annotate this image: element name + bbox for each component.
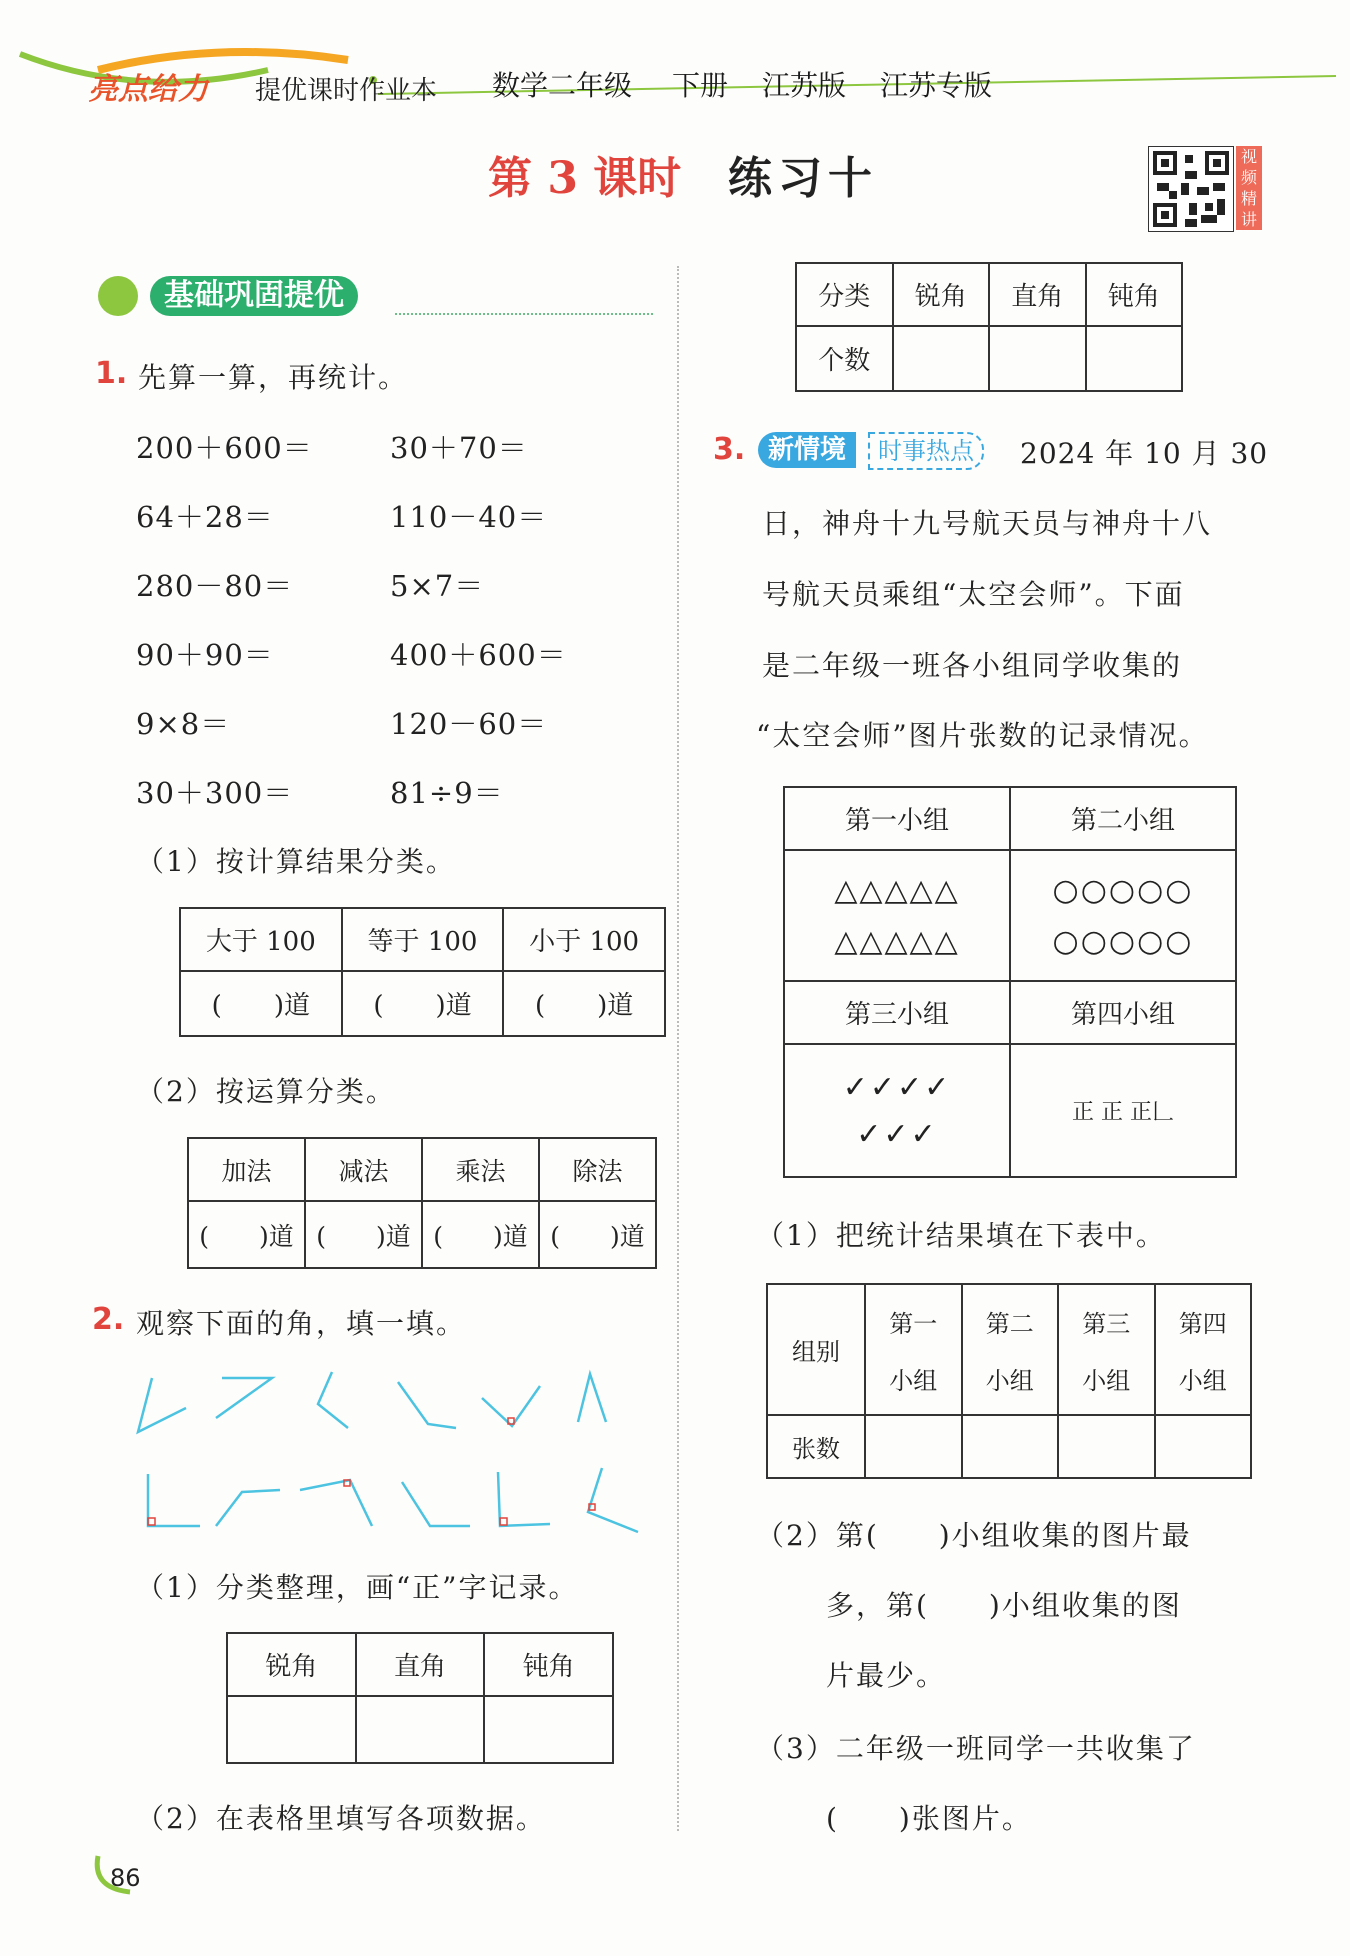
- q2-tally-table: [226, 1632, 614, 1764]
- right-angle: [482, 1386, 540, 1426]
- gear-icon: [98, 276, 138, 316]
- q3-text-line: 号航天员乘组“太空会师”。下面: [762, 578, 1185, 611]
- table-header: 直角: [989, 263, 1086, 326]
- q3-stat-table: [766, 1283, 1252, 1479]
- answer-cell[interactable]: ( )道: [422, 1201, 539, 1268]
- q3-text-line: 2024 年 10 月 30: [1020, 437, 1269, 470]
- page-number: 86: [110, 1864, 141, 1892]
- table-header: 减法: [305, 1138, 422, 1201]
- table-header: 钝角: [1086, 263, 1183, 326]
- qr-code-icon[interactable]: [1148, 146, 1234, 232]
- header-edition: 江苏版: [762, 69, 847, 102]
- q1-equation: 400＋600＝: [390, 638, 567, 672]
- answer-cell[interactable]: [1155, 1415, 1252, 1478]
- obtuse-angle: [300, 1480, 372, 1526]
- table-header: 小于 100: [503, 908, 665, 971]
- q1-equation: 200＋600＝: [136, 431, 313, 465]
- table-header: 加法: [188, 1138, 305, 1201]
- brand-logo: 亮点给力: [88, 72, 208, 107]
- q1-operation-table: [187, 1137, 657, 1269]
- group-label: 第一小组: [784, 787, 1010, 850]
- table-header: 第二 小组: [962, 1284, 1059, 1415]
- q1-equation: 5×7＝: [390, 569, 485, 603]
- q3-number: 3.: [713, 432, 746, 467]
- q1-number: 1.: [95, 356, 128, 391]
- obtuse-angle: [318, 1372, 348, 1428]
- group-label: 第四小组: [1010, 981, 1236, 1044]
- circle-tally: ○○○○○ ○○○○○: [1010, 850, 1236, 981]
- q2-sub2: （2）在表格里填写各项数据。: [136, 1802, 546, 1835]
- zheng-tally: 正 正 正𠃊: [1010, 1044, 1236, 1177]
- q2-prompt: 观察下面的角，填一填。: [136, 1307, 467, 1340]
- triangle-tally: △△△△△ △△△△△: [784, 850, 1010, 981]
- new-context-tag: 新情境: [758, 432, 856, 468]
- section-underline: [395, 313, 653, 315]
- acute-angle: [216, 1378, 272, 1418]
- table-row-label: 个数: [796, 326, 893, 391]
- header-grade: 数学二年级: [492, 69, 633, 102]
- table-header: 等于 100: [342, 908, 504, 971]
- answer-cell[interactable]: ( )道: [503, 971, 665, 1036]
- q3-sub2-line: 多，第( )小组收集的图: [826, 1589, 1182, 1622]
- q1-equation: 280－80＝: [136, 569, 294, 603]
- lesson-title: 练习十: [728, 153, 878, 204]
- table-header: 直角: [356, 1633, 485, 1696]
- q1-sub2: （2）按运算分类。: [136, 1075, 396, 1108]
- table-header: 锐角: [893, 263, 990, 326]
- group-label: 第二小组: [1010, 787, 1236, 850]
- answer-cell[interactable]: [989, 326, 1086, 391]
- obtuse-angle: [216, 1490, 280, 1526]
- answer-cell[interactable]: [893, 326, 990, 391]
- video-explain-label[interactable]: 视频精讲: [1236, 146, 1262, 230]
- acute-angle: [138, 1378, 186, 1432]
- table-header: 第三 小组: [1058, 1284, 1155, 1415]
- q1-equation: 9×8＝: [136, 707, 231, 741]
- answer-cell[interactable]: [484, 1696, 613, 1763]
- q2-count-table: [795, 262, 1183, 392]
- group-label: 第三小组: [784, 981, 1010, 1044]
- lesson-number: 第 3 课时: [488, 153, 682, 204]
- q3-text-line: 日，神舟十九号航天员与神舟十八: [762, 507, 1213, 540]
- answer-cell[interactable]: ( )道: [342, 971, 504, 1036]
- answer-cell[interactable]: [1086, 326, 1183, 391]
- table-header: 乘法: [422, 1138, 539, 1201]
- q1-equation: 90＋90＝: [136, 638, 274, 672]
- q3-record-table: [783, 786, 1237, 1178]
- right-angle: [588, 1468, 638, 1532]
- answer-cell[interactable]: ( )道: [188, 1201, 305, 1268]
- header-special-edition: 江苏专版: [880, 69, 993, 102]
- q1-result-table: [179, 907, 666, 1037]
- table-row-label: 分类: [796, 263, 893, 326]
- answer-cell[interactable]: [227, 1696, 356, 1763]
- q1-sub1: （1）按计算结果分类。: [136, 845, 456, 878]
- acute-angle: [398, 1382, 456, 1428]
- angle-figures: [130, 1364, 650, 1544]
- q1-equation: 81÷9＝: [390, 776, 504, 810]
- brand-subtitle: 提优课时作业本: [255, 76, 438, 106]
- q1-prompt: 先算一算，再统计。: [138, 361, 409, 394]
- q2-sub1: （1）分类整理，画“正”字记录。: [136, 1571, 579, 1604]
- answer-cell[interactable]: ( )道: [305, 1201, 422, 1268]
- right-angle: [148, 1474, 200, 1526]
- answer-cell[interactable]: ( )道: [539, 1201, 656, 1268]
- table-row-label: 组别: [767, 1284, 865, 1415]
- q3-sub2-line: （2）第( )小组收集的图片最: [756, 1519, 1192, 1552]
- table-header: 除法: [539, 1138, 656, 1201]
- answer-cell[interactable]: [356, 1696, 485, 1763]
- table-header: 钝角: [484, 1633, 613, 1696]
- q1-equation: 64＋28＝: [136, 500, 274, 534]
- q3-sub3-line: ( )张图片。: [826, 1802, 1032, 1835]
- acute-angle: [578, 1374, 606, 1422]
- check-tally: ✓✓✓✓ ✓✓✓: [784, 1044, 1010, 1177]
- table-header: 第一 小组: [865, 1284, 962, 1415]
- table-header: 大于 100: [180, 908, 342, 971]
- answer-cell[interactable]: [1058, 1415, 1155, 1478]
- column-divider: [677, 266, 679, 1831]
- q3-text-line: “太空会师”图片张数的记录情况。: [756, 719, 1209, 752]
- q1-equation: 120－60＝: [390, 707, 548, 741]
- table-row-label: 张数: [767, 1415, 865, 1478]
- header-volume: 下册: [672, 69, 729, 102]
- answer-cell[interactable]: ( )道: [180, 971, 342, 1036]
- q3-text-line: 是二年级一班各小组同学收集的: [762, 649, 1183, 682]
- q3-sub1: （1）把统计结果填在下表中。: [756, 1219, 1166, 1252]
- answer-cell[interactable]: [865, 1415, 962, 1478]
- obtuse-angle: [402, 1482, 470, 1526]
- q3-sub3-line: （3）二年级一班同学一共收集了: [756, 1732, 1196, 1765]
- q1-equation: 30＋300＝: [136, 776, 294, 810]
- table-header: 锐角: [227, 1633, 356, 1696]
- q3-sub2-line: 片最少。: [826, 1659, 947, 1692]
- table-header: 第四 小组: [1155, 1284, 1252, 1415]
- q1-equation: 30＋70＝: [390, 431, 528, 465]
- q2-number: 2.: [92, 1302, 125, 1337]
- q1-equation: 110－40＝: [390, 500, 548, 534]
- section-title: 基础巩固提优: [150, 276, 358, 316]
- answer-cell[interactable]: [962, 1415, 1059, 1478]
- current-events-tag: 时事热点: [868, 432, 984, 470]
